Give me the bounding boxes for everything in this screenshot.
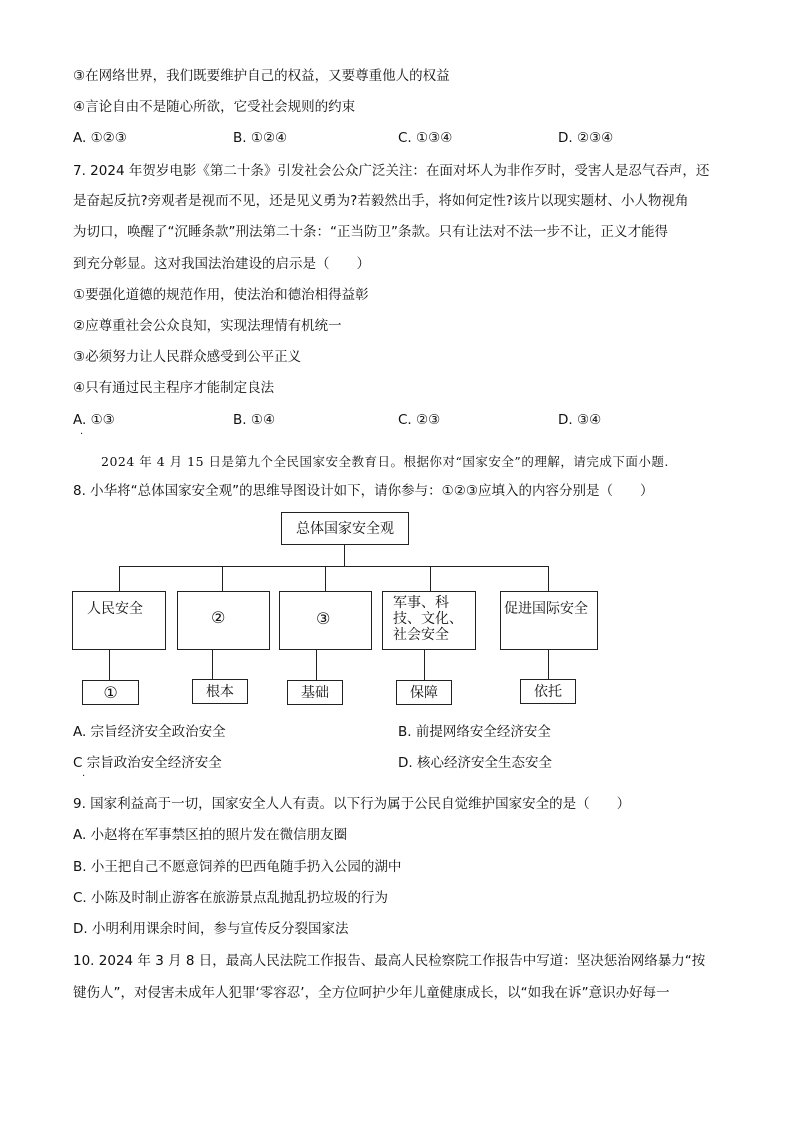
mindmap-connector — [548, 566, 549, 591]
mindmap-branch-box: 军事、科技、文化、社会安全 — [382, 591, 476, 650]
q7-option-b: B. ①④ — [233, 412, 276, 428]
q7-option-d: D. ③④ — [558, 412, 602, 428]
q9-option-b: B. 小王把自己不愿意饲养的巴西龟随手扔入公园的湖中 — [73, 859, 402, 875]
q7-item-2: ②应尊重社会公众良知，实现法理情有机统一 — [73, 318, 342, 334]
q8-option-c: C 宗旨政治安全经济安全 — [73, 755, 222, 771]
q6-option-d: D. ②③④ — [558, 130, 614, 146]
q6-item-4: ④言论自由不是随心所欲，它受社会规则的约束 — [73, 99, 356, 115]
q8-stem: 8. 小华将“总体国家安全观”的思维导图设计如下，请你参与：①②③应填入的内容分别是（ ） — [73, 483, 654, 499]
q7-stem-line-4: 到充分彰显。这对我国法治建设的启示是（ ） — [73, 256, 370, 272]
mindmap-branch-box: 人民安全 — [72, 591, 166, 650]
q8-option-b: B. 前提网络安全经济安全 — [398, 724, 551, 740]
q10-stem-line-2: 键伤人”，对侵害未成年人犯罪‘零容忍’，全方位呵护少年儿童健康成长，以“如我在诉”意识办好每一 — [73, 985, 670, 1001]
q10-stem-line-1: 10. 2024 年 3 月 8 日，最高人民法院工作报告、最高人民检察院工作报告中写道：坚决惩治网络暴力“按 — [73, 953, 706, 969]
q8-option-d: D. 核心经济安全生态安全 — [398, 755, 552, 771]
mindmap-connector — [212, 650, 213, 679]
mindmap-connector — [119, 566, 548, 567]
mindmap-leaf-box: ① — [82, 680, 139, 705]
stray-dot: · — [80, 429, 84, 440]
q9-option-c: C. 小陈及时制止游客在旅游景点乱抛乱扔垃圾的行为 — [73, 890, 389, 906]
q7-item-1: ①要强化道德的规范作用，使法治和德治相得益彰 — [73, 287, 369, 303]
q9-option-a: A. 小赵将在军事禁区拍的照片发在微信朋友圈 — [73, 827, 348, 843]
mindmap-connector — [424, 650, 425, 680]
q9-option-d: D. 小明利用课余时间，参与宣传反分裂国家法 — [73, 921, 349, 937]
q6-item-3: ③在网络世界，我们既要维护自己的权益，又要尊重他人的权益 — [73, 68, 450, 84]
q7-item-3: ③必须努力让人民群众感受到公平正义 — [73, 349, 302, 365]
mindmap-branch-box: 促进国际安全 — [500, 591, 598, 650]
mindmap-connector — [325, 566, 326, 591]
mindmap-connector — [548, 650, 549, 679]
mindmap-connector — [344, 545, 345, 566]
mindmap-connector — [109, 650, 110, 680]
mindmap-connector — [430, 566, 431, 591]
mindmap-branch-box: ③ — [279, 591, 372, 650]
q7-option-a: A. ①③ — [73, 412, 115, 428]
section-intro: 2024 年 4 月 15 日是第九个全民国家安全教育日。根据你对“国家安全”的理解，请完成下面小题. — [101, 454, 669, 469]
q6-option-a: A. ①②③ — [73, 130, 127, 146]
q9-stem: 9. 国家利益高于一切，国家安全人人有责。以下行为属于公民自觉维护国家安全的是（ ） — [73, 796, 631, 812]
mindmap-branch-box: ② — [177, 591, 270, 650]
stray-dot: · — [82, 771, 86, 782]
q6-option-c: C. ①③④ — [398, 130, 453, 146]
mindmap-root: 总体国家安全观 — [281, 512, 409, 545]
mindmap-leaf-box: 依托 — [520, 679, 576, 704]
mindmap-leaf-box: 根本 — [192, 679, 248, 704]
q8-option-a: A. 宗旨经济安全政治安全 — [73, 724, 226, 740]
q7-option-c: C. ②③ — [398, 412, 441, 428]
q7-stem-line-2: 是奋起反抗?旁观者是视而不见，还是见义勇为?若毅然出手，将如何定性?该片以现实题材、小人物视角 — [73, 193, 689, 209]
q7-stem-line-1: 7. 2024 年贺岁电影《第二十条》引发社会公众广泛关注：在面对坏人为非作歹时，受害人是忍气吞声，还 — [73, 163, 710, 179]
mindmap-leaf-box: 基础 — [287, 680, 343, 705]
q7-item-4: ④只有通过民主程序才能制定良法 — [73, 380, 275, 396]
q6-option-b: B. ①②④ — [233, 130, 288, 146]
mindmap-connector — [222, 566, 223, 591]
q7-stem-line-3: 为切口，唤醒了“沉睡条款”刑法第二十条：“正当防卫”条款。只有让法对不法一步不让，正义才能得 — [73, 224, 668, 240]
mindmap-leaf-box: 保障 — [396, 680, 452, 705]
mindmap-connector — [119, 566, 120, 591]
mindmap-connector — [316, 650, 317, 680]
